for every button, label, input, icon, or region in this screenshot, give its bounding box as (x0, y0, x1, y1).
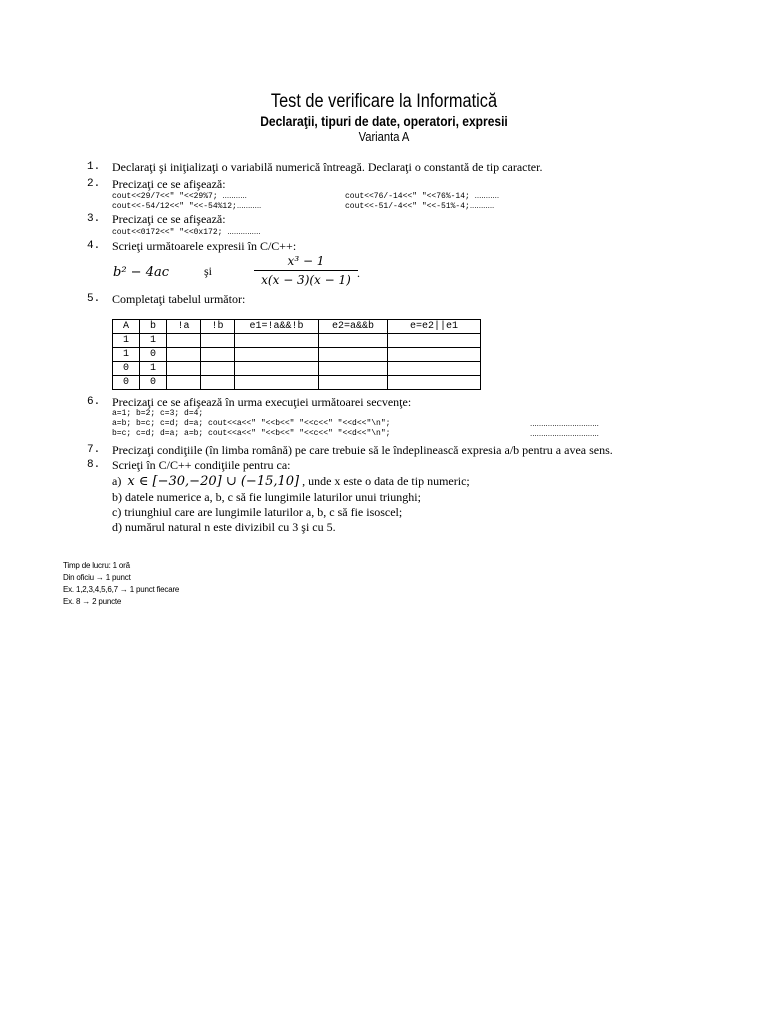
table-header-cell: !b (201, 320, 235, 334)
table-cell (167, 348, 201, 362)
table-header-cell: !a (167, 320, 201, 334)
expression-2-fraction (254, 254, 358, 287)
table-cell: 0 (140, 348, 167, 362)
table-cell (167, 376, 201, 390)
conjunction-and: şi (204, 264, 213, 278)
q2-code-2: cout<<76/-14<<" "<<76%-14; ........... (345, 191, 500, 201)
table-cell: 1 (140, 362, 167, 376)
table-cell: 0 (113, 376, 140, 390)
fraction-bar (254, 270, 358, 271)
table-cell: 1 (113, 348, 140, 362)
table-cell (319, 376, 388, 390)
table-cell (201, 334, 235, 348)
q6-answer-line-2: ............................... (530, 429, 599, 438)
document-subtitle: Declaraţii, tipuri de date, operatori, expresii (260, 113, 508, 129)
item-number-8: 8. (87, 459, 101, 471)
table-cell (388, 376, 481, 390)
table-header-cell: b (140, 320, 167, 334)
expression-period: . (357, 266, 360, 280)
item-number-7: 7. (87, 444, 101, 456)
item-text-2: Precizaţi ce se afişează: (112, 177, 226, 191)
table-cell: 0 (140, 376, 167, 390)
table-header-cell: e2=a&&b (319, 320, 388, 334)
table-row (113, 362, 481, 376)
table-row (113, 376, 481, 390)
q2-code-3: cout<<-54/12<<" "<<-54%12;........... (112, 201, 262, 211)
footer-oficiu: Din oficiu → 1 punct (63, 573, 131, 582)
table-cell (319, 348, 388, 362)
table-cell: 1 (113, 334, 140, 348)
q8-sub-a-label: a) (112, 474, 122, 488)
q8-interval: x ∈ [−30,−20] ∪ (−15,10] (127, 474, 300, 489)
table-header-row (113, 320, 481, 334)
item-text-8: Scrieţi în C/C++ condiţiile pentru ca: (112, 458, 291, 472)
document-title: Test de verificare la Informatică (270, 91, 498, 112)
q8-sub-a-tail: , unde x este o data de tip numeric; (302, 474, 470, 488)
fraction-numerator: x³ − 1 (287, 254, 325, 268)
table-cell (167, 362, 201, 376)
footer-time: Timp de lucru: 1 oră (63, 561, 130, 570)
table-cell (388, 334, 481, 348)
item-text-5: Completaţi tabelul următor: (112, 292, 246, 306)
table-cell (235, 348, 319, 362)
q8-sub-d: d) numărul natural n este divizibil cu 3 şi cu 5. (112, 520, 336, 534)
q8-sub-c: c) triunghiul care are lungimile laturilor a, b, c să fie isoscel; (112, 505, 403, 519)
item-number-5: 5. (87, 293, 101, 305)
table-header-cell: e=e2||e1 (388, 320, 481, 334)
q3-code: cout<<0172<<" "<<0x172; ............... (112, 227, 261, 237)
table-cell (388, 348, 481, 362)
q6-code-1: a=1; b=2; c=3; d=4; (112, 409, 204, 418)
item-number-1: 1. (87, 161, 101, 173)
table-cell (201, 376, 235, 390)
expression-1: b² − 4ac (113, 265, 169, 280)
item-number-2: 2. (87, 178, 101, 190)
table-cell (201, 348, 235, 362)
q6-answer-line-1: ............................... (530, 419, 599, 428)
item-text-7: Precizaţi condiţiile (în limba română) pe care trebuie să le îndeplinească expresia a/b pentru a avea sens. (112, 443, 613, 457)
q6-code-2: a=b; b=c; c=d; d=a; cout<<a<<" "<<b<<" "<<c<<" "<<d<<"\n"; (112, 419, 391, 428)
item-text-1: Declaraţi şi iniţializaţi o variabilă numerică întreagă. Declaraţi o constantă de tip caracter. (112, 160, 543, 174)
item-text-6: Precizaţi ce se afişează în urma execuţiei următoarei secvenţe: (112, 395, 412, 409)
table-cell (235, 334, 319, 348)
item-number-4: 4. (87, 240, 101, 252)
fraction-denominator: x(x − 3)(x − 1) (261, 273, 351, 287)
table-row (113, 348, 481, 362)
item-text-4: Scrieţi următoarele expresii în C/C++: (112, 239, 297, 253)
q8-sub-b: b) datele numerice a, b, c să fie lungimile laturilor unui triunghi; (112, 490, 421, 504)
truth-table (112, 319, 481, 390)
variant-label: Varianta A (358, 129, 410, 144)
table-cell (319, 362, 388, 376)
footer-points-8: Ex. 8 → 2 puncte (63, 597, 122, 606)
footer-points-1-7: Ex. 1,2,3,4,5,6,7 → 1 punct fiecare (63, 585, 180, 594)
table-cell: 1 (140, 334, 167, 348)
q8-sub-a (112, 474, 470, 489)
q6-code-3: b=c; c=d; d=a; a=b; cout<<a<<" "<<b<<" "<<c<<" "<<d<<"\n"; (112, 429, 391, 438)
item-number-3: 3. (87, 213, 101, 225)
q2-code-1: cout<<29/7<<" "<<29%7; ........... (112, 191, 247, 201)
table-cell: 0 (113, 362, 140, 376)
table-cell (319, 334, 388, 348)
table-cell (235, 362, 319, 376)
table-cell (388, 362, 481, 376)
q2-code-4: cout<<-51/-4<<" "<<-51%-4;........... (345, 201, 495, 211)
table-cell (235, 376, 319, 390)
table-header-cell: A (113, 320, 140, 334)
item-number-6: 6. (87, 396, 101, 408)
item-text-3: Precizaţi ce se afişează: (112, 212, 226, 226)
table-header-cell: e1=!a&&!b (235, 320, 319, 334)
table-cell (167, 334, 201, 348)
table-row (113, 334, 481, 348)
table-cell (201, 362, 235, 376)
